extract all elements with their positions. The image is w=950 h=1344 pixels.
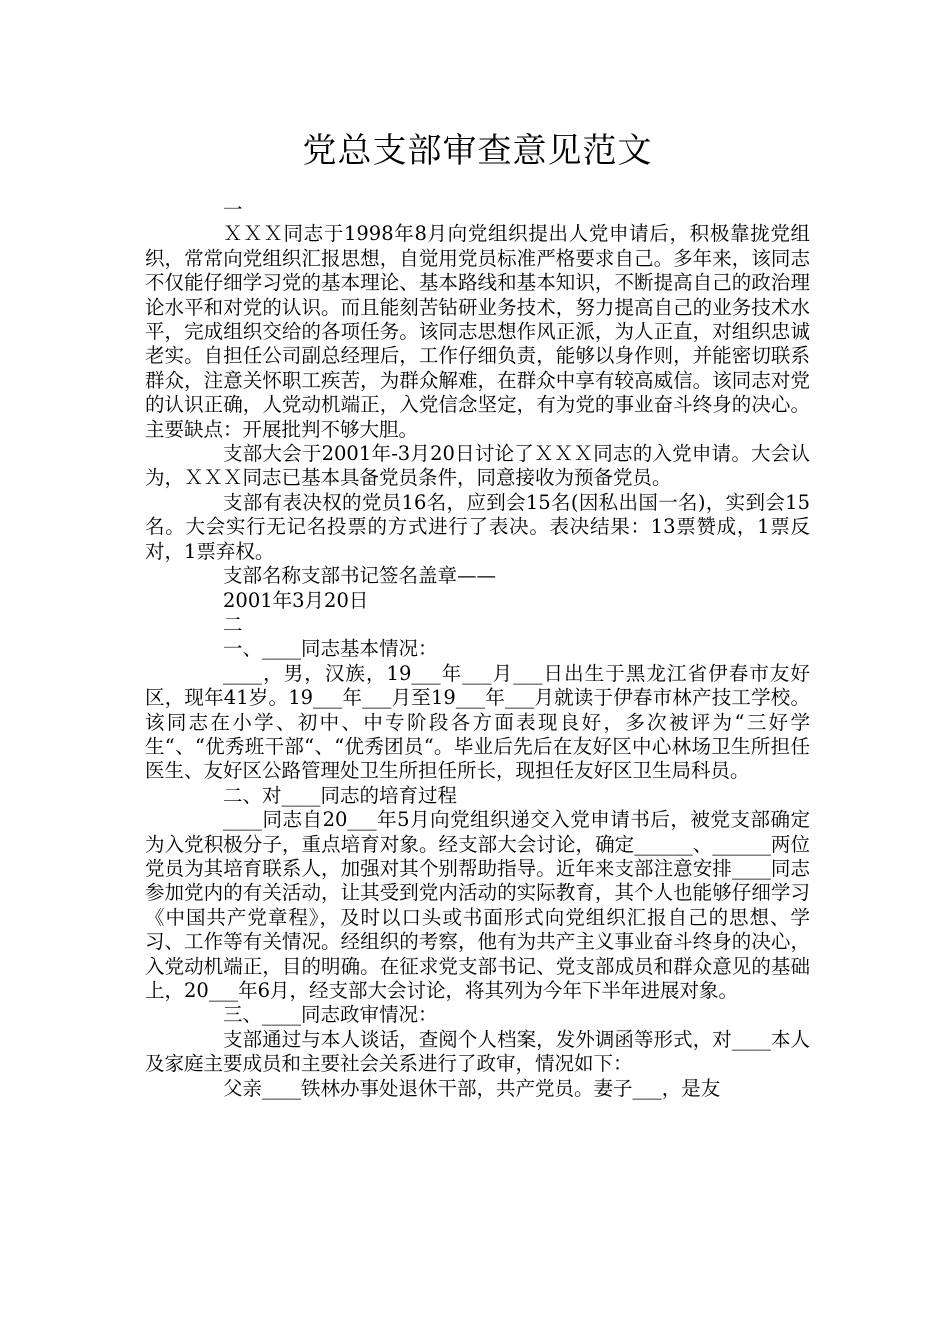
heading-basic-info: 一、____同志基本情况：	[223, 637, 438, 661]
heading-political-review: 三、____同志政审情况：	[223, 1003, 438, 1027]
paragraph-vote-result: 支部有表决权的党员16名，应到会15名(因私出国一名)，实到会15名。大会实行无记名投票的方式进行了表决。表决结果：13票赞成，1票反对，1票弃权。	[145, 490, 810, 563]
paragraph-applicant-evaluation: ＸＸＸ同志于1998年8月向党组织提出人党申请后，积极靠拢党组织，常常向党组织汇报思想，自觉用党员标准严格要求自己。多年来，该同志不仅能仔细学习党的基本理论、基本路线和基本知识，不断提高自己的政治理论水平和对党的认识。而且能刻苦钻研业务技术，努力提高自己的业务技术水平，完成组织交给的各项任务。该同志思想作风正派，为人正直，对组织忠诚老实。自担任公司副总经理后，工作仔细负责，能够以身作则，并能密切联系群众，注意关怀职工疾苦，为群众解难，在群众中享有较高威信。该同志对党的认识正确，人党动机端正，入党信念坚定，有为党的事业奋斗终身的决心。主要缺点：开展批判不够大胆。	[145, 222, 810, 441]
paragraph-basic-info: ____，男，汉族，19___年___月___日出生于黑龙江省伊春市友好区，现年41岁。19___年___月至19___年___月就读于伊春市林产技工学校。该同志在小学、初中、中专阶段各方面表现良好，多次被评为“三好学生“、“优秀班干部“、“优秀团员“。毕业后先后在友好区中心林场卫生所担任医生、友好区公路管理处卫生所担任所长，现担任友好区卫生局科员。	[145, 661, 810, 783]
paragraph-signature-line: 支部名称支部书记签名盖章——	[223, 564, 497, 588]
paragraph-family-info: 父亲____铁林办事处退休干部，共产党员。妻子___，是友	[223, 1076, 721, 1100]
paragraph-political-review: 支部通过与本人谈话，查阅个人档案，发外调函等形式，对____本人及家庭主要成员和主要社会关系进行了政审，情况如下：	[145, 1027, 810, 1076]
document-page	[145, 128, 810, 1101]
heading-training-process: 二、对____同志的培育过程	[223, 783, 458, 807]
paragraph-branch-meeting: 支部大会于2001年-3月20日讨论了ＸＸＸ同志的入党申请。大会认为，ＸＸＸ同志已基本具备党员条件，同意接收为预备党员。	[145, 442, 810, 490]
paragraph-date: 2001年3月20日	[223, 588, 369, 612]
paragraph-training-process: ____同志自20___年5月向党组织递交入党申请书后，被党支部确定为入党积极分子，重点培育对象。经支部大会讨论，确定______、______两位党员为其培育联系人，加强对其个别帮助指导。近年来支部注意安排____同志参加党内的有关活动，让其受到党内活动的实际教育，其个人也能够仔细学习《中国共产党章程》，及时以口头或书面形式向党组织汇报自己的思想、学习、工作等有关情况。经组织的考察，他有为共产主义事业奋斗终身的决心，入党动机端正，目的明确。在征求党支部书记、党支部成员和群众意见的基础上，20___年6月，经支部大会讨论，将其列为今年下半年进展对象。	[145, 808, 810, 1002]
paragraph-section-two-marker: 二	[223, 612, 243, 636]
paragraph-section-one-marker: 一	[223, 198, 243, 221]
document-title: 党总支部审查意见范文	[302, 131, 653, 171]
